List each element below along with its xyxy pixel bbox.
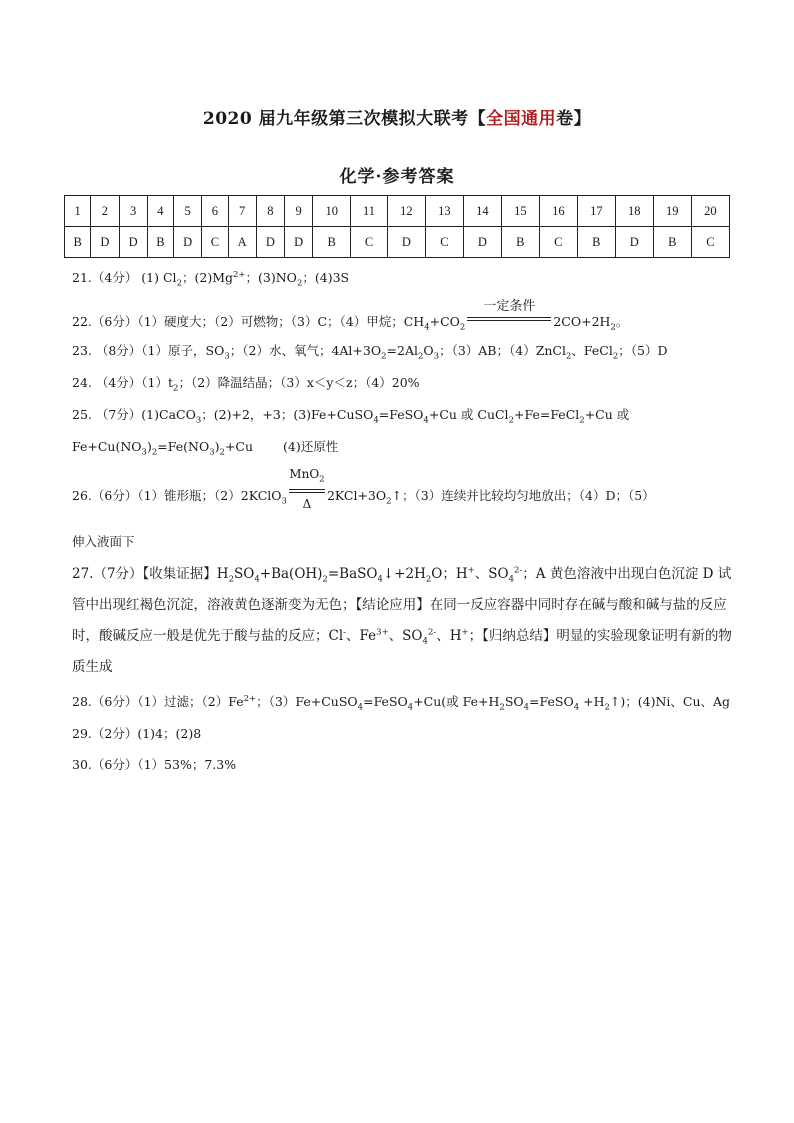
question-number-cell: 4 xyxy=(147,196,173,227)
answer-26-continued: 伸入液面下 xyxy=(72,534,135,549)
question-number-cell: 12 xyxy=(387,196,425,227)
answer-cell: B xyxy=(501,227,539,258)
question-number-cell: 3 xyxy=(119,196,147,227)
answer-30: 30.（6分）（1）53%；7.3% xyxy=(72,757,237,772)
answer-cell: C xyxy=(425,227,463,258)
answer-cell: B xyxy=(577,227,615,258)
question-number-cell: 17 xyxy=(577,196,615,227)
title-highlight: 全国通用 xyxy=(486,109,557,129)
question-number-cell: 11 xyxy=(351,196,388,227)
answer-24: 24. （4分）$(1)t_2$；（2）降温结晶；（3）x＜y＜z；（4）20% xyxy=(72,375,420,394)
answer-26: 26.（6分）（1）锥形瓶；（2）2KClO$_3$ MnO$_2$ Δ $2KCl+3O_2↑$；（3）连续并比较均匀地放出；（4）D；（5） xyxy=(72,467,655,511)
question-number-cell: 20 xyxy=(691,196,729,227)
question-number-cell: 14 xyxy=(463,196,501,227)
question-number-cell: 7 xyxy=(228,196,256,227)
answer-cell: B xyxy=(653,227,691,258)
question-number-cell: 9 xyxy=(284,196,312,227)
answer-cell: C xyxy=(202,227,228,258)
question-number-cell: 6 xyxy=(202,196,228,227)
answer-cell: D xyxy=(91,227,119,258)
answer-25: 25. （7分）(1)CaCO$_3$；(2)+2，+3；(3)Fe+CuSO$_4$=FeSO$_4$+Cu 或 CuCl$_2$+Fe=FeCl$_2$+Cu 或 xyxy=(72,407,630,426)
reaction-condition: 一定条件 xyxy=(465,312,553,326)
catalyst-condition: MnO$_2$ Δ xyxy=(289,467,325,511)
answer-22: 22.（6分）（1）硬度大；（2）可燃物；（3）C；（4）甲烷；$CH_4+CO_2$ 一定条件 $2CO+2H_2$。 xyxy=(72,299,629,333)
answer-cell: D xyxy=(387,227,425,258)
answer-23: 23. （8分）（1）原子，$SO_3$；（2）水、氧气；$4Al+3O_2=2Al_2O_3$；（3）AB；（4）ZnCl$_2$、FeCl$_2$；（5）D xyxy=(72,343,668,362)
page-subtitle: 化学·参考答案 xyxy=(339,167,455,187)
question-number-cell: 16 xyxy=(539,196,577,227)
question-number-cell: 2 xyxy=(91,196,119,227)
answer-cell: B xyxy=(313,227,351,258)
answer-cell: D xyxy=(174,227,202,258)
answer-cell: A xyxy=(228,227,256,258)
page-title: 2020 届九年级第三次模拟大联考【全国通用卷】 xyxy=(202,109,592,129)
answer-25-continued: $Fe+Cu(NO_3)_2=Fe(NO_3)_2+Cu$ (4)还原性 xyxy=(72,439,339,458)
question-number-cell: 13 xyxy=(425,196,463,227)
answer-27: 27.（7分）【收集证据】$H_2SO_4+Ba(OH)_2=BaSO_4↓+2H_2O$；H+、$SO_4^{2-}$；A 黄色溶液中出现白色沉淀 D 试管中出现红褐色沉淀，溶液黄色逐渐变为无色；【结论应用】在同一反应容器中同时存在碱与酸和碱与盐的反应时，酸碱反应一般是优先于酸与盐的反应；Cl-、$Fe^{3+}$、$SO_4^{2-}$、H+；【归纳总结】明显的实验现象证明有新的物质生成 xyxy=(72,565,732,675)
answer-28: 28.（6分）（1）过滤；$(2)Fe^{2+}$；（3）Fe+CuSO$_4$=FeSO$_4$+Cu(或 $Fe+H_2SO_4=FeSO_4$ $+H_2↑$)；(4)Ni、Cu、Ag xyxy=(72,693,731,713)
question-number-cell: 10 xyxy=(313,196,351,227)
question-number-cell: 8 xyxy=(256,196,284,227)
question-number-row xyxy=(65,196,730,227)
question-number-cell: 19 xyxy=(653,196,691,227)
answer-cell: C xyxy=(351,227,388,258)
question-number-cell: 15 xyxy=(501,196,539,227)
answer-table xyxy=(64,195,730,258)
answer-cell: D xyxy=(284,227,312,258)
answer-cell: D xyxy=(119,227,147,258)
answer-cell: C xyxy=(691,227,729,258)
answer-cell: B xyxy=(65,227,91,258)
answer-21: 21.（4分） (1) $Cl_2$；$(2)Mg^{2+}$；$(3)NO_2$；(4)3S xyxy=(72,269,350,289)
answer-29: 29.（2分）(1)4；(2)8 xyxy=(72,726,202,741)
question-number-cell: 18 xyxy=(615,196,653,227)
answer-cell: C xyxy=(539,227,577,258)
answer-cell: D xyxy=(463,227,501,258)
question-number-cell: 5 xyxy=(174,196,202,227)
answer-cell: D xyxy=(256,227,284,258)
answer-cell: B xyxy=(147,227,173,258)
answer-cell: D xyxy=(615,227,653,258)
question-number-cell: 1 xyxy=(65,196,91,227)
answer-row xyxy=(65,227,730,258)
